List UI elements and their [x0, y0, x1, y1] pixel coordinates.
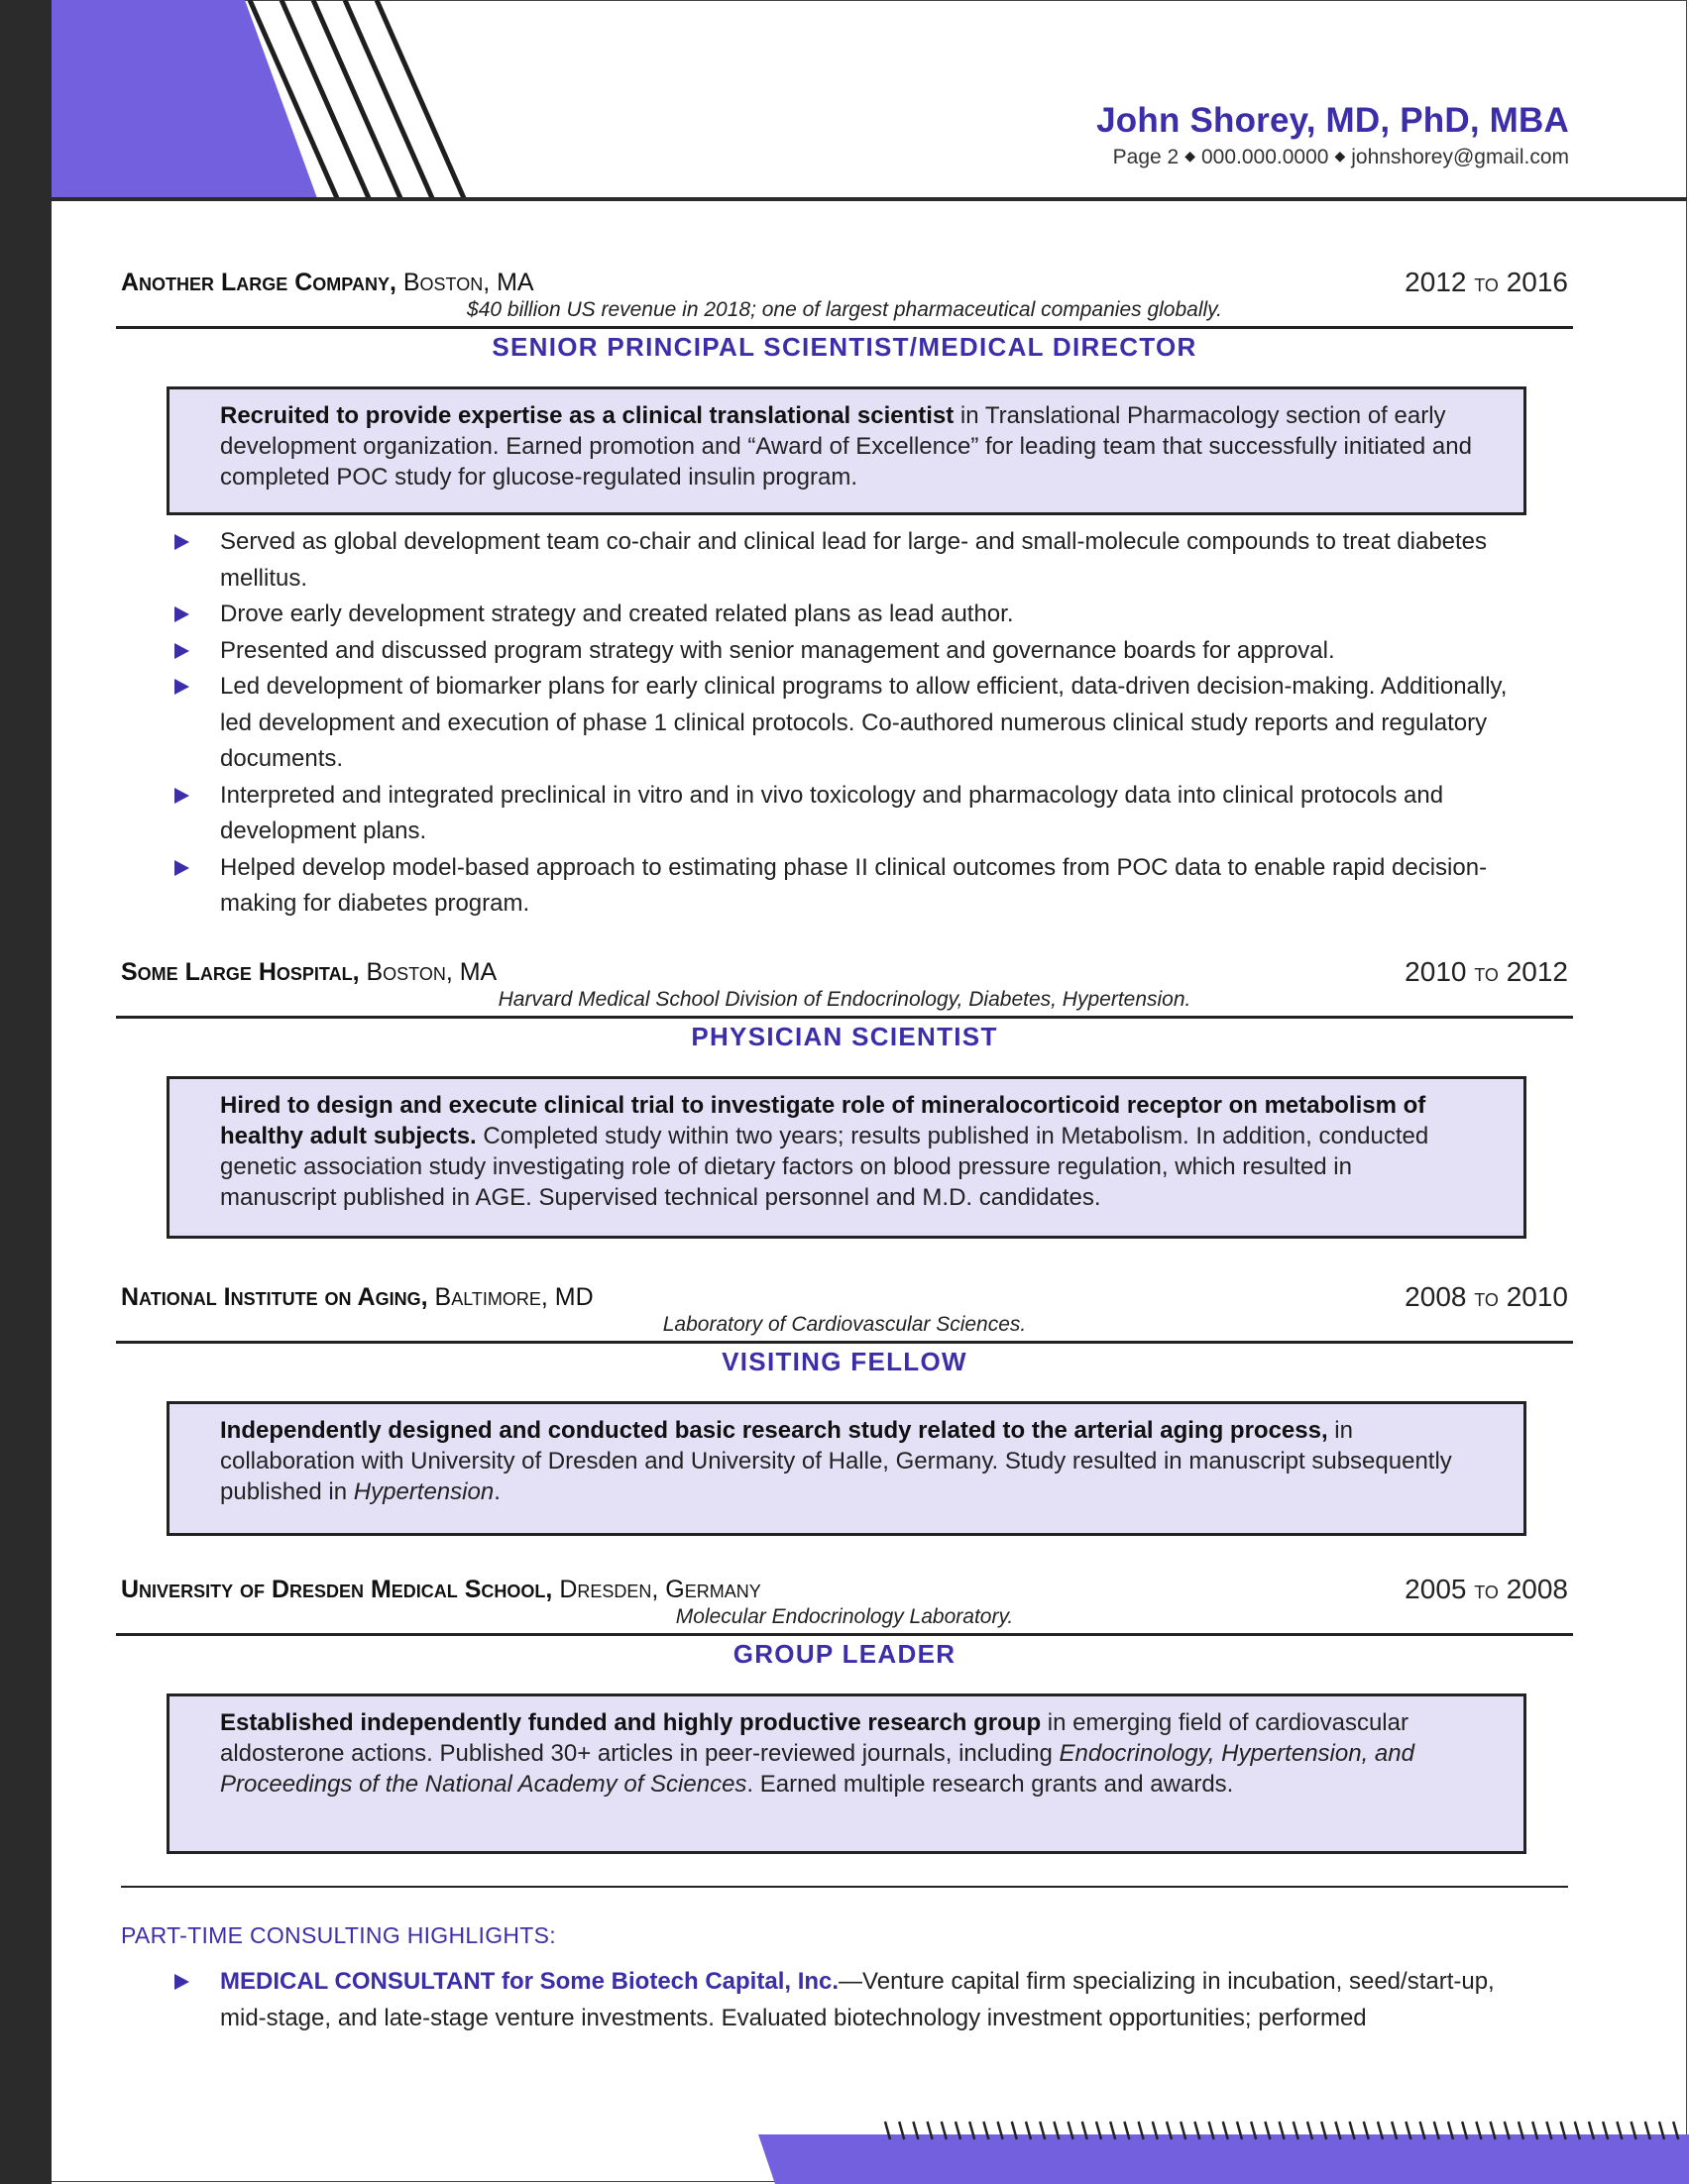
list-item	[172, 597, 1540, 633]
end-year: 2016	[1506, 267, 1568, 297]
summary-journals: Endocrinology, Hypertension, and Proceedings of the National Academy of Sciences	[220, 1740, 1414, 1798]
summary-end: . Earned multiple research grants and awards.	[746, 1771, 1234, 1798]
separator-diamond: ◆	[1184, 148, 1195, 164]
summary-text: Completed study within two years; results published in Metabolism. In addition, conducted genetic association study investigating role of dietary factors on blood pressure regulation, which resulted in manuscript published in AGE. Supervised technical personnel and M.D. candidates.	[220, 1123, 1429, 1211]
contact-line	[1113, 146, 1569, 169]
triangle-bullet-icon	[174, 679, 189, 695]
bullet-text: Served as global development team co-chair and clinical lead for large- and small-molecule compounds to treat diabetes mellitus.	[220, 528, 1488, 592]
company-name: National Institute on Aging,	[121, 1283, 428, 1311]
header-decoration	[52, 0, 527, 198]
job-entry	[121, 1576, 1568, 1670]
job-summary-box	[167, 1076, 1526, 1239]
consulting-text: Venture capital firm specializing in incubation, seed/start-up, mid-stage, and late-stage venture investments. Evaluated biotechnology investment opportunities; performed	[220, 1968, 1495, 2031]
job-summary-box	[167, 1401, 1526, 1536]
achievement-list	[172, 524, 1540, 923]
triangle-bullet-icon	[174, 1974, 189, 1990]
triangle-bullet-icon	[174, 606, 189, 622]
list-item	[172, 633, 1540, 670]
left-accent-bar	[0, 0, 52, 2184]
company-description: Molecular Endocrinology Laboratory.	[675, 1605, 1014, 1628]
summary-journal: Hypertension	[353, 1478, 495, 1505]
job-dates	[1405, 1281, 1568, 1313]
job-dates	[1405, 267, 1568, 298]
start-year: 2010	[1405, 956, 1467, 987]
start-year: 2005	[1405, 1574, 1467, 1604]
end-year: 2008	[1506, 1574, 1568, 1604]
job-dates	[1405, 1574, 1568, 1605]
dates-to: to	[1474, 1575, 1499, 1604]
company-line	[121, 1576, 761, 1604]
phone: 000.000.0000	[1201, 146, 1329, 168]
company-description: Harvard Medical School Division of Endocrinology, Diabetes, Hypertension.	[498, 988, 1191, 1011]
end-year: 2012	[1506, 956, 1568, 987]
company-location: Boston, MA	[402, 269, 534, 296]
job-summary-box	[167, 386, 1526, 515]
job-title: VISITING FELLOW	[722, 1347, 967, 1376]
consulting-heading: PART-TIME CONSULTING HIGHLIGHTS:	[121, 1922, 556, 1948]
triangle-bullet-icon	[174, 860, 189, 876]
job-title: PHYSICIAN SCIENTIST	[691, 1022, 998, 1051]
company-location: Boston, MA	[366, 958, 498, 986]
summary-lead: Recruited to provide expertise as a clinical translational scientist	[220, 402, 955, 429]
dates-to: to	[1474, 268, 1499, 297]
section-rule	[116, 1633, 1573, 1636]
header-rule	[52, 197, 1687, 201]
company-name: Some Large Hospital,	[121, 958, 360, 986]
separator-diamond: ◆	[1334, 148, 1346, 164]
dates-to: to	[1474, 1282, 1499, 1312]
dates-to: to	[1474, 957, 1499, 987]
consulting-role: MEDICAL CONSULTANT for Some Biotech Capital, Inc.	[220, 1968, 840, 1995]
consulting-list	[172, 1964, 1540, 2036]
em-dash: —	[839, 1968, 863, 1995]
candidate-name: John Shorey, MD, PhD, MBA	[1096, 101, 1569, 140]
list-item	[172, 850, 1540, 923]
bullet-text: Interpreted and integrated preclinical in vitro and in vivo toxicology and pharmacology data into clinical protocols and development plans.	[220, 781, 1444, 844]
start-year: 2012	[1405, 267, 1467, 297]
summary-end: .	[494, 1478, 501, 1505]
footer-decoration	[0, 2121, 1689, 2184]
list-item	[172, 669, 1540, 778]
job-summary-box	[167, 1693, 1526, 1854]
summary-text: in emerging field of cardiovascular aldosterone actions. Published 30+ articles in peer-reviewed journals, including	[220, 1709, 1408, 1767]
bullet-text: Drove early development strategy and created related plans as lead author.	[220, 601, 1014, 627]
bullet-text: Helped develop model-based approach to estimating phase II clinical outcomes from POC data to enable rapid decision-making for diabetes program.	[220, 853, 1488, 917]
triangle-bullet-icon	[174, 643, 189, 659]
company-description: $40 billion US revenue in 2018; one of largest pharmaceutical companies globally.	[467, 298, 1222, 321]
section-rule	[116, 1341, 1573, 1344]
summary-lead: Established independently funded and highly productive research group	[220, 1709, 1042, 1736]
job-title: GROUP LEADER	[732, 1639, 957, 1669]
job-dates	[1405, 956, 1568, 988]
list-item	[172, 778, 1540, 850]
company-location: Dresden, Germany	[559, 1576, 761, 1603]
job-entry	[121, 1283, 1568, 1377]
list-item	[172, 524, 1540, 597]
summary-text: in collaboration with University of Dresden and University of Halle, Germany. Study resulted in manuscript subsequently published in	[220, 1417, 1452, 1505]
consulting-rule	[121, 1886, 1568, 1888]
start-year: 2008	[1405, 1281, 1467, 1312]
list-item	[172, 1964, 1540, 2036]
section-rule	[116, 326, 1573, 329]
bullet-text: Presented and discussed program strategy with senior management and governance boards for approval.	[220, 636, 1335, 664]
company-line	[121, 958, 497, 987]
email[interactable]: johnshorey@gmail.com	[1351, 146, 1569, 168]
summary-lead: Hired to design and execute clinical trial to investigate role of mineralocorticoid receptor on metabolism of healthy adult subjects.	[220, 1092, 1426, 1149]
company-description: Laboratory of Cardiovascular Sciences.	[662, 1313, 1027, 1336]
company-location: Baltimore, MD	[434, 1283, 594, 1311]
summary-lead: Independently designed and conducted basic research study related to the arterial aging process,	[220, 1417, 1328, 1444]
triangle-bullet-icon	[174, 788, 189, 804]
page-number: Page 2	[1112, 146, 1180, 168]
company-name: University of Dresden Medical School,	[121, 1576, 553, 1603]
summary-text: in Translational Pharmacology section of early development organization. Earned promotion and “Award of Excellence” for leading team that successfully initiated and completed POC study for glucose-regulated insulin program.	[220, 402, 1472, 491]
bullet-text: Led development of biomarker plans for early clinical programs to allow efficient, data-driven decision-making. Additionally, led development and execution of phase 1 clinical protocols. Co-authored numerous clinical study reports and regulatory documents.	[220, 673, 1508, 772]
job-entry	[121, 958, 1568, 1052]
header-purple-band	[52, 0, 317, 198]
footer-purple-band	[758, 2134, 1689, 2184]
company-name: Another Large Company,	[121, 269, 396, 296]
end-year: 2010	[1506, 1281, 1568, 1312]
job-entry	[121, 269, 1568, 363]
triangle-bullet-icon	[174, 534, 189, 550]
company-line	[121, 269, 534, 297]
company-line	[121, 1283, 594, 1312]
section-rule	[116, 1016, 1573, 1019]
job-title: SENIOR PRINCIPAL SCIENTIST/MEDICAL DIRECTOR	[492, 332, 1197, 362]
